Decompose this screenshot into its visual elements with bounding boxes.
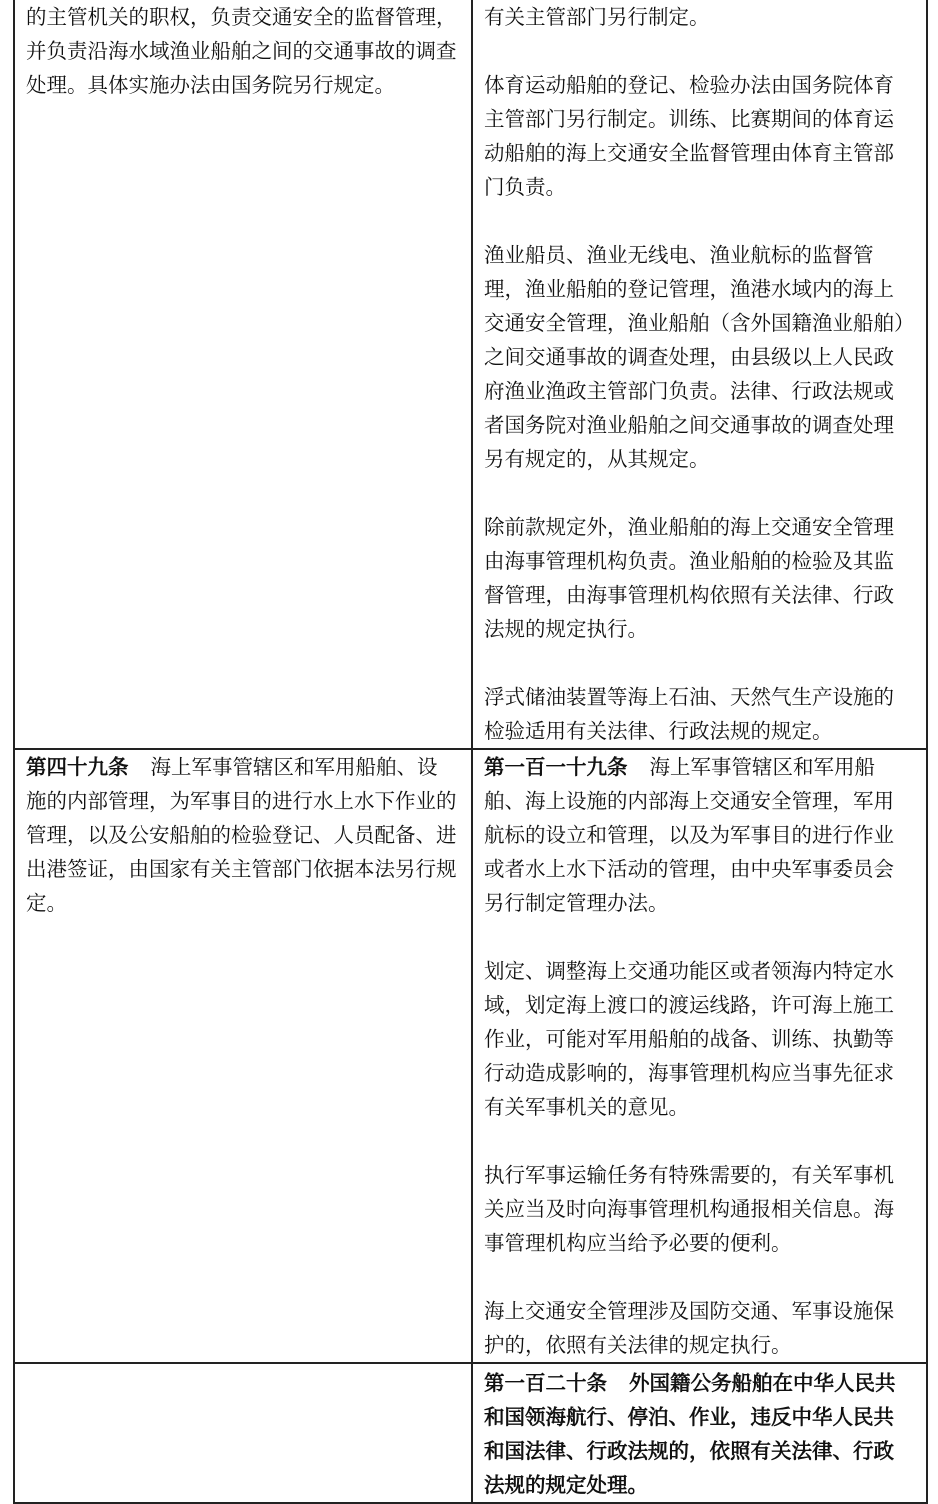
new-law-cell — [472, 749, 927, 1363]
old-law-cell-empty — [14, 1363, 472, 1503]
article-text: 外国籍公务船舶在中华人民共和国领海航行、停泊、作业，违反中华人民共和国法律、行政法规的，依照有关法律、行政法规的规定处理。 — [484, 1371, 896, 1497]
paragraph: 浮式储油装置等海上石油、天然气生产设施的检验适用有关法律、行政法规的规定。 — [484, 685, 894, 743]
article-number: 第一百一十九条 — [484, 755, 628, 779]
article-number: 第一百二十条 — [484, 1371, 607, 1395]
paragraph — [26, 750, 457, 920]
old-law-cell — [14, 749, 472, 1363]
table-row — [14, 749, 927, 1363]
paragraph: 执行军事运输任务有特殊需要的，有关军事机关应当及时向海事管理机构通报相关信息。海事管理机构应当给予必要的便利。 — [484, 1163, 894, 1255]
paragraph: 除前款规定外，渔业船舶的海上交通安全管理由海事管理机构负责。渔业船舶的检验及其监督管理，由海事管理机构依照有关法律、行政法规的规定执行。 — [484, 515, 894, 641]
paragraph: 有关主管部门另行制定。 — [484, 5, 710, 29]
article-text: 海上军事管辖区和军用船舶、海上设施的内部海上交通安全管理，军用航标的设立和管理，以及为军事目的进行作业或者水上水下活动的管理，由中央军事委员会另行制定管理办法。 — [484, 755, 894, 915]
paragraph: 体育运动船舶的登记、检验办法由国务院体育主管部门另行制定。训练、比赛期间的体育运动船舶的海上交通安全监督管理由体育主管部门负责。 — [484, 73, 894, 199]
paragraph: 的主管机关的职权，负责交通安全的监督管理，并负责沿海水域渔业船舶之间的交通事故的调查处理。具体实施办法由国务院另行规定。 — [26, 5, 457, 97]
comparison-table — [13, 0, 928, 1504]
paragraph — [484, 750, 912, 920]
article-text: 海上军事管辖区和军用船舶、设施的内部管理，为军事目的进行水上水下作业的管理，以及公安船舶的检验登记、人员配备、进出港签证，由国家有关主管部门依据本法另行规定。 — [26, 755, 457, 915]
article-number: 第四十九条 — [26, 755, 129, 779]
old-law-cell — [14, 0, 472, 749]
table-row — [14, 1363, 927, 1503]
paragraph: 海上交通安全管理涉及国防交通、军事设施保护的，依照有关法律的规定执行。 — [484, 1299, 894, 1357]
paragraph — [484, 1366, 912, 1502]
table-row — [14, 0, 927, 749]
paragraph: 渔业船员、渔业无线电、渔业航标的监督管理，渔业船舶的登记管理，渔港水域内的海上交通安全管理，渔业船舶（含外国籍渔业船舶）之间交通事故的调查处理，由县级以上人民政府渔业渔政主管部门负责。法律、行政法规或者国务院对渔业船舶之间交通事故的调查处理另有规定的，从其规定。 — [484, 243, 905, 471]
new-law-cell — [472, 1363, 927, 1503]
paragraph: 划定、调整海上交通功能区或者领海内特定水域，划定海上渡口的渡运线路，许可海上施工作业，可能对军用船舶的战备、训练、执勤等行动造成影响的，海事管理机构应当事先征求有关军事机关的意见。 — [484, 959, 894, 1119]
new-law-cell — [472, 0, 927, 749]
